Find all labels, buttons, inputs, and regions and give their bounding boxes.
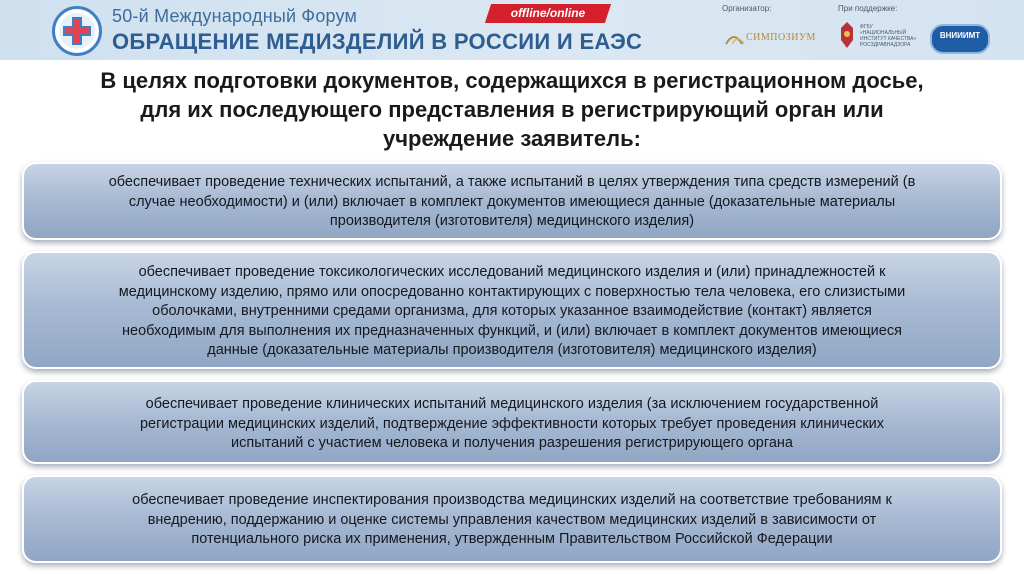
support-label: При поддержке: <box>838 4 898 13</box>
requirement-card-toxicology <box>22 251 1002 369</box>
card-line: потенциального риска их применения, утвержденным Правительством Российской Федерации <box>191 531 833 547</box>
coat-of-arms-icon <box>838 20 856 50</box>
organizer-label: Организатор: <box>722 4 772 13</box>
card-line: обеспечивает проведение инспектирования производства медицинских изделий на соответствие требованиям к <box>132 492 892 508</box>
card-text <box>24 263 1000 361</box>
card-line: обеспечивает проведение клинических испытаний медицинского изделия (за исключением государственной <box>145 396 879 412</box>
requirement-card-clinical-trials <box>22 380 1002 464</box>
heading-line: для их последующего представления в регистрирующий орган или <box>140 97 884 122</box>
heading-line: В целях подготовки документов, содержащихся в регистрационном досье, <box>100 68 924 93</box>
card-text <box>24 395 1000 454</box>
card-line: регистрации медицинских изделий, подтверждение эффективности которых требует проведения клинических <box>139 415 885 432</box>
heading-line: учреждение заявитель: <box>383 126 641 151</box>
card-line: данные (доказательные материалы производителя (изготовителя) медицинского изделия) <box>207 342 817 358</box>
card-line: необходимым для выполнения их предназначенных функций, и (или) включает в комплект документов имеющиеся <box>122 322 902 339</box>
support-organization-text: ФГБУ «НАЦИОНАЛЬНЫЙ ИНСТИТУТ КАЧЕСТВА» РОСЗДРАВНАДЗОРА <box>860 24 917 48</box>
card-line: оболочками, внутренними средами организма, для которых указанное взаимодействие (контакт) является <box>152 303 872 319</box>
forum-subtitle: ОБРАЩЕНИЕ МЕДИЗДЕЛИЙ В РОССИИ И ЕАЭС <box>112 29 643 54</box>
card-line: медицинскому изделию, прямо или опосредованно контактирующих с поверхностью тела человека, его слизистыми <box>118 283 906 300</box>
card-text <box>24 173 1000 232</box>
forum-logo-icon <box>52 6 102 56</box>
support-logo: ВНИИИМТ <box>939 31 981 40</box>
card-line: внедрению, поддержанию и оценке системы управления качеством медицинских изделий в зависимости от <box>147 511 877 528</box>
requirement-card-technical-tests <box>22 162 1002 240</box>
requirement-card-inspection <box>22 475 1002 563</box>
card-line: обеспечивает проведение токсикологических исследований медицинского изделия и (или) принадлежностей к <box>138 264 886 280</box>
slide-heading <box>20 66 1004 153</box>
card-line: производителя (изготовителя) медицинского изделия) <box>329 213 695 229</box>
card-text <box>24 491 1000 550</box>
card-line: случае необходимости) и (или) включает в комплект документов имеющиеся данные (доказательные материалы <box>128 193 896 210</box>
organizer-logo: СИМПОЗИУМ <box>746 32 816 43</box>
offline-online-badge: offline/online <box>510 6 586 20</box>
card-line: обеспечивает проведение технических испытаний, а также испытаний в целях утверждения типа средств измерений (в <box>108 174 916 190</box>
header-banner <box>0 0 1024 60</box>
forum-title: 50-й Международный Форум <box>112 6 358 26</box>
card-line: испытаний с участием человека и получения разрешения регистрирующего органа <box>231 435 793 451</box>
